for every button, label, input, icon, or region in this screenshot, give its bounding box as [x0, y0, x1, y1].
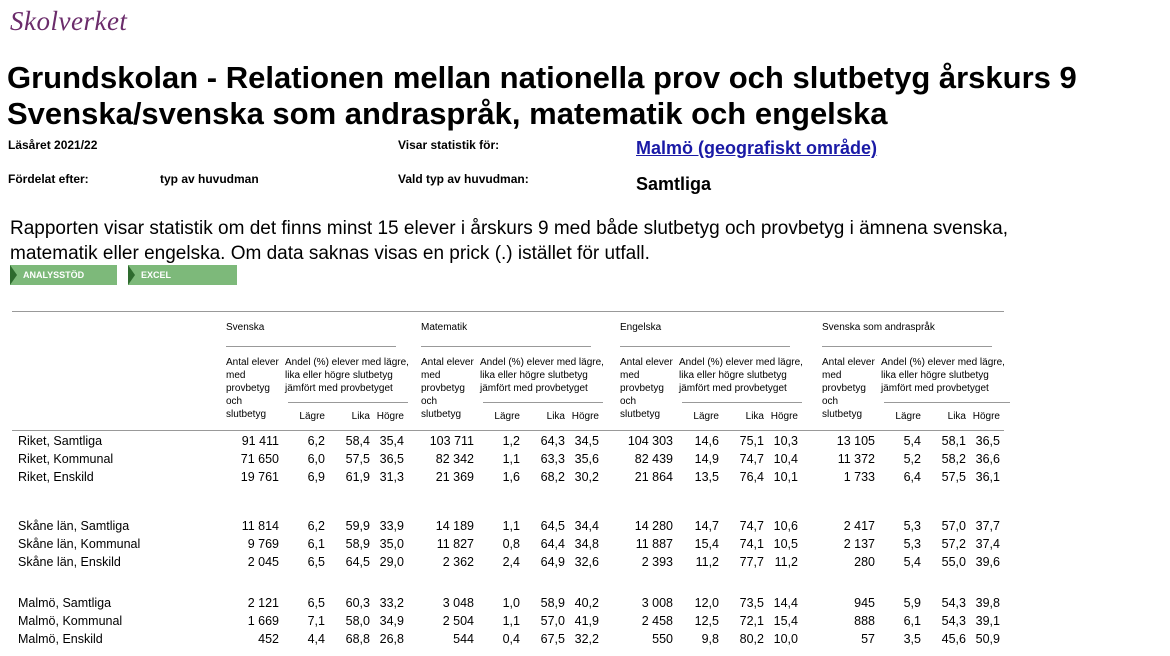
table-cell: 39,8 [975, 596, 1000, 610]
table-cell: 21 369 [435, 470, 474, 484]
table-cell: 280 [854, 555, 875, 569]
subject-rule [822, 346, 992, 347]
table-cell: 71 650 [240, 452, 279, 466]
table-cell: 58,2 [941, 452, 966, 466]
column-header: Lika [947, 411, 966, 422]
table-cell: 10,4 [773, 452, 798, 466]
table-cell: 39,1 [975, 614, 1000, 628]
table-cell: 1,1 [502, 614, 520, 628]
table-cell: 34,8 [574, 537, 599, 551]
excel-button[interactable]: EXCEL [128, 265, 237, 285]
table-cell: 1,1 [502, 452, 520, 466]
table-cell: 59,9 [345, 519, 370, 533]
table-cell: 67,5 [540, 632, 565, 646]
table-cell: 945 [854, 596, 875, 610]
table-cell: 7,1 [307, 614, 325, 628]
table-cell: 30,2 [574, 470, 599, 484]
table-cell: 36,5 [975, 434, 1000, 448]
column-header: Lägre [299, 411, 325, 422]
table-cell: 55,0 [941, 555, 966, 569]
table-cell: 544 [453, 632, 474, 646]
table-cell: 57 [861, 632, 875, 646]
visar-label: Visar statistik för: [398, 138, 500, 152]
table-cell: 5,2 [903, 452, 921, 466]
page-title: Grundskolan - Relationen mellan nationella prov och slutbetyg årskurs 9 [7, 60, 1077, 95]
table-cell: 58,0 [345, 614, 370, 628]
table-cell: 10,3 [773, 434, 798, 448]
table-cell: 14,9 [694, 452, 719, 466]
row-label: Malmö, Samtliga [18, 596, 112, 610]
table-cell: 61,9 [345, 470, 370, 484]
table-cell: 63,3 [540, 452, 565, 466]
table-cell: 12,0 [694, 596, 719, 610]
table-cell: 34,4 [574, 519, 599, 533]
share-rule [288, 402, 408, 403]
analysstod-button[interactable]: ANALYSSTÖD [10, 265, 117, 285]
table-cell: 31,3 [379, 470, 404, 484]
table-cell: 2 121 [247, 596, 279, 610]
report-description: Rapporten visar statistik om det finns minst 15 elever i årskurs 9 med både slutbetyg och provbetyg i ämnena svenska, matematik eller engelska. Om data saknas visas en prick (.) istället för utfall. [10, 218, 1008, 264]
table-row [0, 555, 1170, 573]
fordelat-label: Fördelat efter: [8, 172, 89, 186]
table-cell: 58,4 [345, 434, 370, 448]
table-cell: 54,3 [941, 614, 966, 628]
column-header: Lika [546, 411, 565, 422]
table-cell: 73,5 [739, 596, 764, 610]
table-cell: 58,1 [941, 434, 966, 448]
table-cell: 11,2 [695, 555, 719, 569]
play-arrow-icon [128, 265, 135, 285]
table-cell: 5,3 [903, 519, 921, 533]
table-row [0, 434, 1170, 452]
table-cell: 11 814 [241, 519, 279, 533]
school-year: Läsåret 2021/22 [8, 138, 98, 152]
table-cell: 11,2 [774, 555, 798, 569]
share-header: Andel (%) elever med lägre, lika eller högre slutbetyg jämfört med provbetyget [480, 357, 604, 394]
column-header: Lägre [895, 411, 921, 422]
table-cell: 13,5 [694, 470, 719, 484]
table-cell: 40,2 [574, 596, 599, 610]
table-cell: 74,7 [739, 519, 764, 533]
table-cell: 15,4 [694, 537, 719, 551]
table-cell: 104 303 [627, 434, 673, 448]
table-cell: 34,9 [379, 614, 404, 628]
table-cell: 74,1 [739, 537, 764, 551]
count-header: Antal elever med provbetyg och slutbetyg [620, 357, 673, 420]
table-cell: 11 827 [436, 537, 474, 551]
table-cell: 34,5 [574, 434, 599, 448]
table-cell: 1,2 [502, 434, 520, 448]
table-cell: 29,0 [379, 555, 404, 569]
table-cell: 5,9 [903, 596, 921, 610]
table-row [0, 470, 1170, 488]
row-label: Malmö, Enskild [18, 632, 103, 646]
table-cell: 6,1 [307, 537, 325, 551]
table-cell: 68,8 [345, 632, 370, 646]
column-header: Lika [351, 411, 370, 422]
area-link[interactable]: Malmö (geografiskt område) [636, 138, 878, 158]
table-cell: 36,6 [975, 452, 1000, 466]
table-cell: 2 362 [442, 555, 474, 569]
table-cell: 80,2 [739, 632, 764, 646]
table-cell: 10,1 [773, 470, 798, 484]
table-cell: 5,3 [903, 537, 921, 551]
table-cell: 888 [854, 614, 875, 628]
share-rule [483, 402, 603, 403]
table-cell: 6,2 [307, 519, 325, 533]
subject-header: Svenska [226, 322, 265, 333]
table-cell: 11 372 [837, 452, 875, 466]
count-header: Antal elever med provbetyg och slutbetyg [822, 357, 875, 420]
count-header: Antal elever med provbetyg och slutbetyg [421, 357, 474, 420]
table-cell: 57,2 [941, 537, 966, 551]
table-cell: 39,6 [975, 555, 1000, 569]
table-row [0, 632, 1170, 650]
table-cell: 26,8 [379, 632, 404, 646]
table-cell: 64,9 [540, 555, 565, 569]
table-cell: 1,6 [502, 470, 520, 484]
table-cell: 5,4 [903, 434, 921, 448]
row-label: Riket, Samtliga [18, 434, 103, 448]
table-cell: 3 048 [442, 596, 474, 610]
table-cell: 58,9 [345, 537, 370, 551]
table-cell: 9,8 [701, 632, 719, 646]
table-cell: 45,6 [941, 632, 966, 646]
table-cell: 36,1 [975, 470, 1000, 484]
table-cell: 15,4 [773, 614, 798, 628]
table-cell: 2 045 [247, 555, 279, 569]
table-cell: 14,6 [694, 434, 719, 448]
table-cell: 0,8 [502, 537, 520, 551]
table-cell: 64,4 [540, 537, 565, 551]
subject-header: Engelska [620, 322, 662, 333]
table-cell: 37,4 [975, 537, 1000, 551]
table-cell: 14,4 [773, 596, 798, 610]
table-cell: 19 761 [240, 470, 279, 484]
table-cell: 550 [652, 632, 673, 646]
table-cell: 5,4 [903, 555, 921, 569]
table-cell: 2 393 [641, 555, 673, 569]
table-cell: 10,5 [773, 537, 798, 551]
subject-rule [226, 346, 396, 347]
table-cell: 1 733 [843, 470, 875, 484]
table-cell: 60,3 [345, 596, 370, 610]
table-cell: 10,0 [773, 632, 798, 646]
table-cell: 6,5 [307, 596, 325, 610]
table-cell: 14 280 [634, 519, 673, 533]
table-cell: 2 137 [843, 537, 875, 551]
table-cell: 12,5 [694, 614, 719, 628]
skolverket-logo: Skolverket [10, 6, 128, 36]
table-cell: 6,9 [307, 470, 325, 484]
table-cell: 33,2 [379, 596, 404, 610]
page-subtitle: Svenska/svenska som andraspråk, matematik och engelska [7, 96, 888, 131]
table-cell: 35,6 [574, 452, 599, 466]
table-cell: 4,4 [307, 632, 325, 646]
table-row [0, 596, 1170, 614]
table-cell: 2,4 [502, 555, 520, 569]
table-cell: 32,6 [574, 555, 599, 569]
share-rule [884, 402, 1010, 403]
table-row [0, 537, 1170, 555]
table-cell: 57,0 [941, 519, 966, 533]
subject-rule [620, 346, 790, 347]
row-label: Skåne län, Enskild [18, 555, 121, 569]
table-cell: 1 669 [247, 614, 279, 628]
table-row [0, 519, 1170, 537]
table-cell: 2 458 [641, 614, 673, 628]
table-cell: 82 439 [634, 452, 673, 466]
subject-header: Svenska som andraspråk [822, 322, 935, 333]
table-cell: 21 864 [634, 470, 673, 484]
table-cell: 14 189 [435, 519, 474, 533]
table-cell: 2 417 [843, 519, 875, 533]
share-rule [682, 402, 802, 403]
table-cell: 10,6 [773, 519, 798, 533]
table-cell: 58,9 [540, 596, 565, 610]
row-label: Malmö, Kommunal [18, 614, 123, 628]
table-cell: 452 [258, 632, 279, 646]
table-cell: 103 711 [429, 434, 474, 448]
table-cell: 41,9 [574, 614, 599, 628]
share-header: Andel (%) elever med lägre, lika eller högre slutbetyg jämfört med provbetyget [881, 357, 1005, 394]
header-bottom-rule [12, 430, 1004, 431]
table-cell: 6,1 [903, 614, 921, 628]
table-cell: 35,4 [379, 434, 404, 448]
table-row [0, 614, 1170, 632]
table-cell: 36,5 [379, 452, 404, 466]
table-top-rule [12, 311, 1004, 312]
subject-header: Matematik [421, 322, 468, 333]
table-cell: 6,5 [307, 555, 325, 569]
table-cell: 6,0 [307, 452, 325, 466]
table-cell: 50,9 [975, 632, 1000, 646]
table-cell: 9 769 [247, 537, 279, 551]
table-cell: 57,5 [941, 470, 966, 484]
column-header: Lika [745, 411, 764, 422]
row-label: Riket, Kommunal [18, 452, 114, 466]
subject-rule [421, 346, 591, 347]
table-cell: 32,2 [574, 632, 599, 646]
table-cell: 3 008 [641, 596, 673, 610]
fordelat-value: typ av huvudman [160, 172, 259, 186]
table-cell: 74,7 [739, 452, 764, 466]
column-header: Högre [972, 411, 1000, 422]
table-cell: 77,7 [739, 555, 764, 569]
table-cell: 0,4 [502, 632, 520, 646]
table-cell: 76,4 [739, 470, 764, 484]
table-cell: 82 342 [435, 452, 474, 466]
table-cell: 91 411 [241, 434, 279, 448]
table-cell: 54,3 [941, 596, 966, 610]
column-header: Lägre [494, 411, 520, 422]
table-cell: 11 887 [635, 537, 673, 551]
count-header: Antal elever med provbetyg och slutbetyg [226, 357, 279, 420]
column-header: Lägre [693, 411, 719, 422]
table-cell: 72,1 [739, 614, 764, 628]
table-cell: 64,5 [345, 555, 370, 569]
column-header: Högre [571, 411, 599, 422]
row-label: Skåne län, Kommunal [18, 537, 141, 551]
table-cell: 13 105 [836, 434, 875, 448]
table-cell: 68,2 [540, 470, 565, 484]
table-row [0, 452, 1170, 470]
vald-value: Samtliga [636, 174, 712, 194]
table-cell: 57,0 [540, 614, 565, 628]
table-cell: 6,2 [307, 434, 325, 448]
table-cell: 64,5 [540, 519, 565, 533]
table-cell: 33,9 [379, 519, 404, 533]
table-cell: 37,7 [975, 519, 1000, 533]
table-cell: 6,4 [903, 470, 921, 484]
table-cell: 2 504 [442, 614, 474, 628]
play-arrow-icon [10, 265, 17, 285]
table-cell: 1,1 [502, 519, 520, 533]
share-header: Andel (%) elever med lägre, lika eller högre slutbetyg jämfört med provbetyget [679, 357, 803, 394]
vald-label: Vald typ av huvudman: [398, 172, 529, 186]
table-cell: 35,0 [379, 537, 404, 551]
table-cell: 14,7 [694, 519, 719, 533]
table-cell: 64,3 [540, 434, 565, 448]
row-label: Skåne län, Samtliga [18, 519, 130, 533]
table-cell: 57,5 [345, 452, 370, 466]
column-header: Högre [770, 411, 798, 422]
column-header: Högre [376, 411, 404, 422]
share-header: Andel (%) elever med lägre, lika eller högre slutbetyg jämfört med provbetyget [285, 357, 409, 394]
table-cell: 1,0 [502, 596, 520, 610]
row-label: Riket, Enskild [18, 470, 94, 484]
table-cell: 3,5 [903, 632, 921, 646]
table-cell: 75,1 [739, 434, 764, 448]
